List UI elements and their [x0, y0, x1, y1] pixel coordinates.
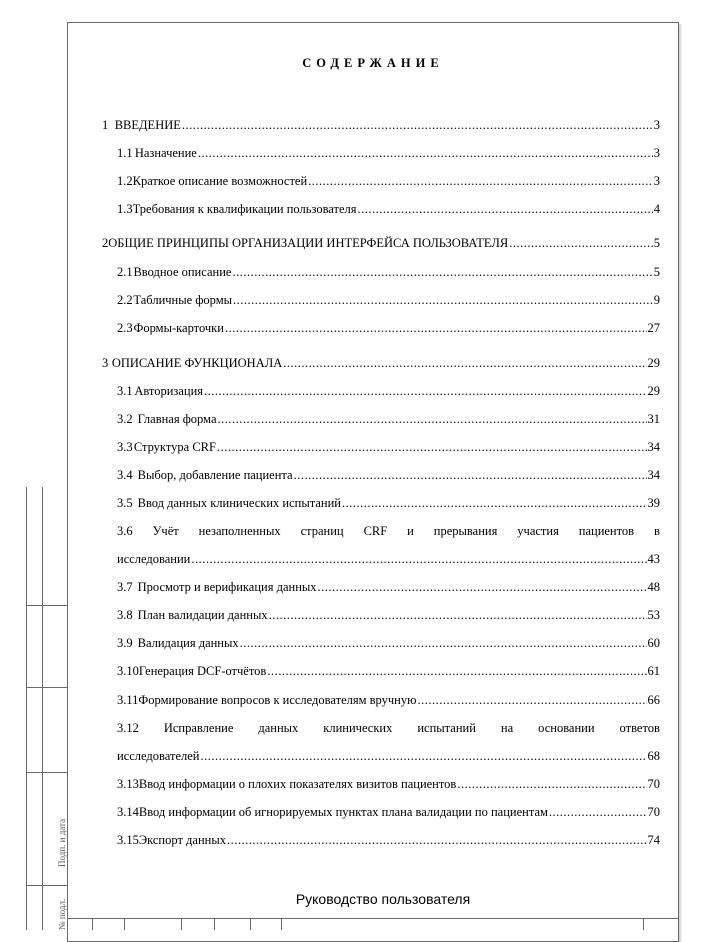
toc-entry[interactable]: [117, 608, 660, 624]
toc-word: CRF: [363, 524, 388, 538]
toc-entry[interactable]: [117, 293, 660, 309]
toc-entry-text: Назначение: [134, 146, 197, 160]
toc-leader-dots: [200, 749, 646, 764]
toc-entry-number: 1.3: [117, 202, 133, 216]
toc-entry[interactable]: [117, 777, 660, 793]
toc-page-number: 31: [647, 412, 660, 426]
toc-entry-text: Ввод информации о плохих показателях визитов пациентов: [138, 777, 457, 791]
toc-entry-line[interactable]: [117, 721, 660, 737]
toc-word: незаполненных: [198, 524, 281, 538]
toc-entry-text: Просмотр и верификация данных: [137, 580, 317, 594]
toc-leader-dots: [308, 174, 653, 189]
toc-leader-dots: [342, 496, 647, 511]
page-bottom-line: [67, 918, 679, 919]
toc-entry[interactable]: [117, 440, 660, 456]
bottom-grid-tick: [181, 918, 182, 930]
toc-entry-text: Экспорт данных: [138, 833, 226, 847]
toc-entry-text: Формы-карточки: [133, 321, 224, 335]
toc-entry-text: ОБЩИЕ ПРИНЦИПЫ ОРГАНИЗАЦИИ ИНТЕРФЕЙСА ПОЛЬЗОВАТЕЛЯ: [108, 236, 509, 250]
toc-word: Учёт: [152, 524, 179, 538]
toc-entry-text: Структура CRF: [133, 440, 216, 454]
toc-entry-text: План валидации данных: [137, 608, 268, 622]
toc-entry[interactable]: [117, 664, 660, 680]
toc-entry-text: Генерация DCF-отчётов: [138, 664, 267, 678]
toc-entry-text: ОПИСАНИЕ ФУНКЦИОНАЛА: [111, 356, 283, 370]
toc-entry-text: Авторизация: [134, 384, 204, 398]
toc-entry[interactable]: [117, 805, 660, 821]
document-footer-title: Руководство пользователя: [295, 891, 471, 907]
toc-entry[interactable]: [117, 496, 660, 512]
toc-leader-dots: [318, 580, 647, 595]
toc-entry[interactable]: [117, 202, 660, 218]
toc-page-number: 3: [653, 174, 660, 188]
toc-leader-dots: [198, 146, 653, 161]
toc-entry-text: Главная форма: [137, 412, 217, 426]
toc-page-number: 27: [647, 321, 660, 335]
toc-entry-text: Ввод информации об игнорируемых пунктах плана валидации по пациентам: [138, 805, 548, 819]
toc-leader-dots: [294, 468, 647, 483]
toc-entry-number: 3.15: [117, 833, 139, 847]
toc-page-number: 48: [647, 580, 660, 594]
toc-page-number: 9: [653, 293, 660, 307]
toc-entry-text: ВВЕДЕНИЕ: [114, 118, 181, 132]
toc-leader-dots: [191, 552, 646, 567]
toc-leader-dots: [240, 636, 647, 651]
toc-page-number: 34: [647, 468, 660, 482]
toc-leader-dots: [217, 440, 647, 455]
toc-word: данных: [258, 721, 299, 735]
toc-leader-dots: [269, 608, 647, 623]
toc-leader-dots: [549, 805, 647, 820]
toc-page-number: 3: [653, 118, 660, 132]
toc-word: участия: [517, 524, 559, 538]
toc-entry[interactable]: [117, 636, 660, 652]
stamp-label-original-no: № подл.: [57, 898, 67, 930]
toc-entry[interactable]: [117, 693, 660, 709]
toc-leader-dots: [267, 664, 646, 679]
toc-entry-number: 3.7: [117, 580, 133, 594]
bottom-grid-tick: [643, 918, 644, 930]
toc-page-number: 5: [653, 265, 660, 279]
toc-word: в: [654, 524, 660, 538]
toc-leader-dots: [218, 412, 647, 427]
toc-entry-number: 3.2: [117, 412, 133, 426]
toc-entry-text: Вводное описание: [133, 265, 232, 279]
toc-entry-number: 3.10: [117, 664, 139, 678]
toc-page-number: 29: [647, 384, 660, 398]
stamp-label-sign-date: Подп. и дата: [57, 818, 67, 867]
bottom-grid-tick: [214, 918, 215, 930]
toc-leader-dots: [227, 833, 647, 848]
toc-leader-dots: [204, 384, 646, 399]
toc-page-number: 70: [647, 777, 660, 791]
toc-entry-number: 3.8: [117, 608, 133, 622]
bottom-grid-tick: [92, 918, 93, 930]
toc-entry[interactable]: [117, 468, 660, 484]
toc-page-number: 5: [653, 236, 660, 250]
toc-page-number: 60: [647, 636, 660, 650]
toc-entry-number: 2.3: [117, 321, 133, 335]
toc-word: на: [500, 721, 514, 735]
toc-entry[interactable]: [117, 321, 660, 337]
toc-entry-text: Ввод данных клинических испытаний: [137, 496, 341, 510]
toc-entry-number: 3.13: [117, 777, 139, 791]
toc-word: Исправление: [163, 721, 234, 735]
toc-entry-number: 1.2: [117, 174, 133, 188]
toc-word: 3.6: [117, 524, 133, 538]
toc-leader-dots: [358, 202, 653, 217]
toc-leader-dots: [417, 693, 646, 708]
toc-page-number: 70: [647, 805, 660, 819]
toc-leader-dots: [225, 321, 647, 336]
toc-entry-text: Валидация данных: [137, 636, 239, 650]
toc-entry-text: Краткое описание возможностей: [132, 174, 308, 188]
toc-entry-number: 3.3: [117, 440, 133, 454]
toc-entry[interactable]: [117, 580, 660, 596]
toc-entry[interactable]: [117, 384, 660, 400]
toc-leader-dots: [233, 293, 653, 308]
toc-leader-dots: [232, 265, 652, 280]
toc-word: ответов: [619, 721, 660, 735]
toc-entry[interactable]: [117, 552, 660, 568]
toc-entry-text: Требования к квалификации пользователя: [132, 202, 357, 216]
bottom-grid-tick: [124, 918, 125, 930]
toc-word: клинических: [323, 721, 393, 735]
toc-word: основании: [538, 721, 595, 735]
toc-entry-number: 2.1: [117, 265, 133, 279]
toc-entry[interactable]: [117, 833, 660, 849]
toc-word: 3.12: [117, 721, 139, 735]
toc-entry[interactable]: [102, 118, 660, 134]
toc-word: пациентов: [578, 524, 635, 538]
toc-entry-number: 1: [102, 118, 109, 132]
toc-entry[interactable]: [117, 146, 660, 162]
toc-entry-number: 3: [102, 356, 109, 370]
toc-page-number: 3: [653, 146, 660, 160]
toc-entry-number: 2: [102, 236, 109, 250]
toc-entry[interactable]: [117, 412, 660, 428]
toc-entry-text: исследователей: [117, 749, 200, 763]
toc-entry-number: 3.5: [117, 496, 133, 510]
toc-word: страниц: [300, 524, 344, 538]
toc-word: испытаний: [417, 721, 476, 735]
toc-entry[interactable]: [117, 174, 660, 190]
toc-word: прерывания: [433, 524, 498, 538]
toc-entry-number: 2.2: [117, 293, 133, 307]
toc-page-number: 68: [647, 749, 660, 763]
toc-page-number: 4: [653, 202, 660, 216]
toc-leader-dots: [283, 356, 646, 371]
toc-leader-dots: [457, 777, 646, 792]
toc-entry-number: 3.4: [117, 468, 133, 482]
toc-entry[interactable]: [117, 265, 660, 281]
toc-entry-text: Табличные формы: [133, 293, 233, 307]
toc-entry-number: 3.14: [117, 805, 139, 819]
toc-entry-number: 1.1: [117, 146, 133, 160]
toc-entry-text: исследовании: [117, 552, 191, 566]
toc-entry-line[interactable]: [117, 524, 660, 540]
left-stamp-frame: [26, 487, 67, 930]
toc-entry-text: Формирование вопросов к исследователям вручную: [138, 693, 417, 707]
toc-page-number: 29: [647, 356, 660, 370]
toc-leader-dots: [182, 118, 653, 133]
toc-page-number: 43: [647, 552, 660, 566]
toc-page-number: 74: [647, 833, 660, 847]
toc-entry[interactable]: [117, 749, 660, 765]
bottom-grid-tick: [281, 918, 282, 930]
toc-entry-number: 3.9: [117, 636, 133, 650]
toc-entry-number: 3.1: [117, 384, 133, 398]
toc-page-number: 61: [647, 664, 660, 678]
toc-leader-dots: [509, 236, 653, 251]
bottom-grid-tick: [250, 918, 251, 930]
toc-entry[interactable]: [102, 356, 660, 372]
toc-page-number: 53: [647, 608, 660, 622]
toc-entry-text: Выбор, добавление пациента: [137, 468, 293, 482]
toc-entry-number: 3.11: [117, 693, 139, 707]
toc-word: и: [407, 524, 414, 538]
toc-page-number: 34: [647, 440, 660, 454]
toc-page-number: 66: [647, 693, 660, 707]
toc-entry[interactable]: [102, 236, 660, 252]
page-title: СОДЕРЖАНИЕ: [302, 56, 444, 70]
toc-page-number: 39: [647, 496, 660, 510]
